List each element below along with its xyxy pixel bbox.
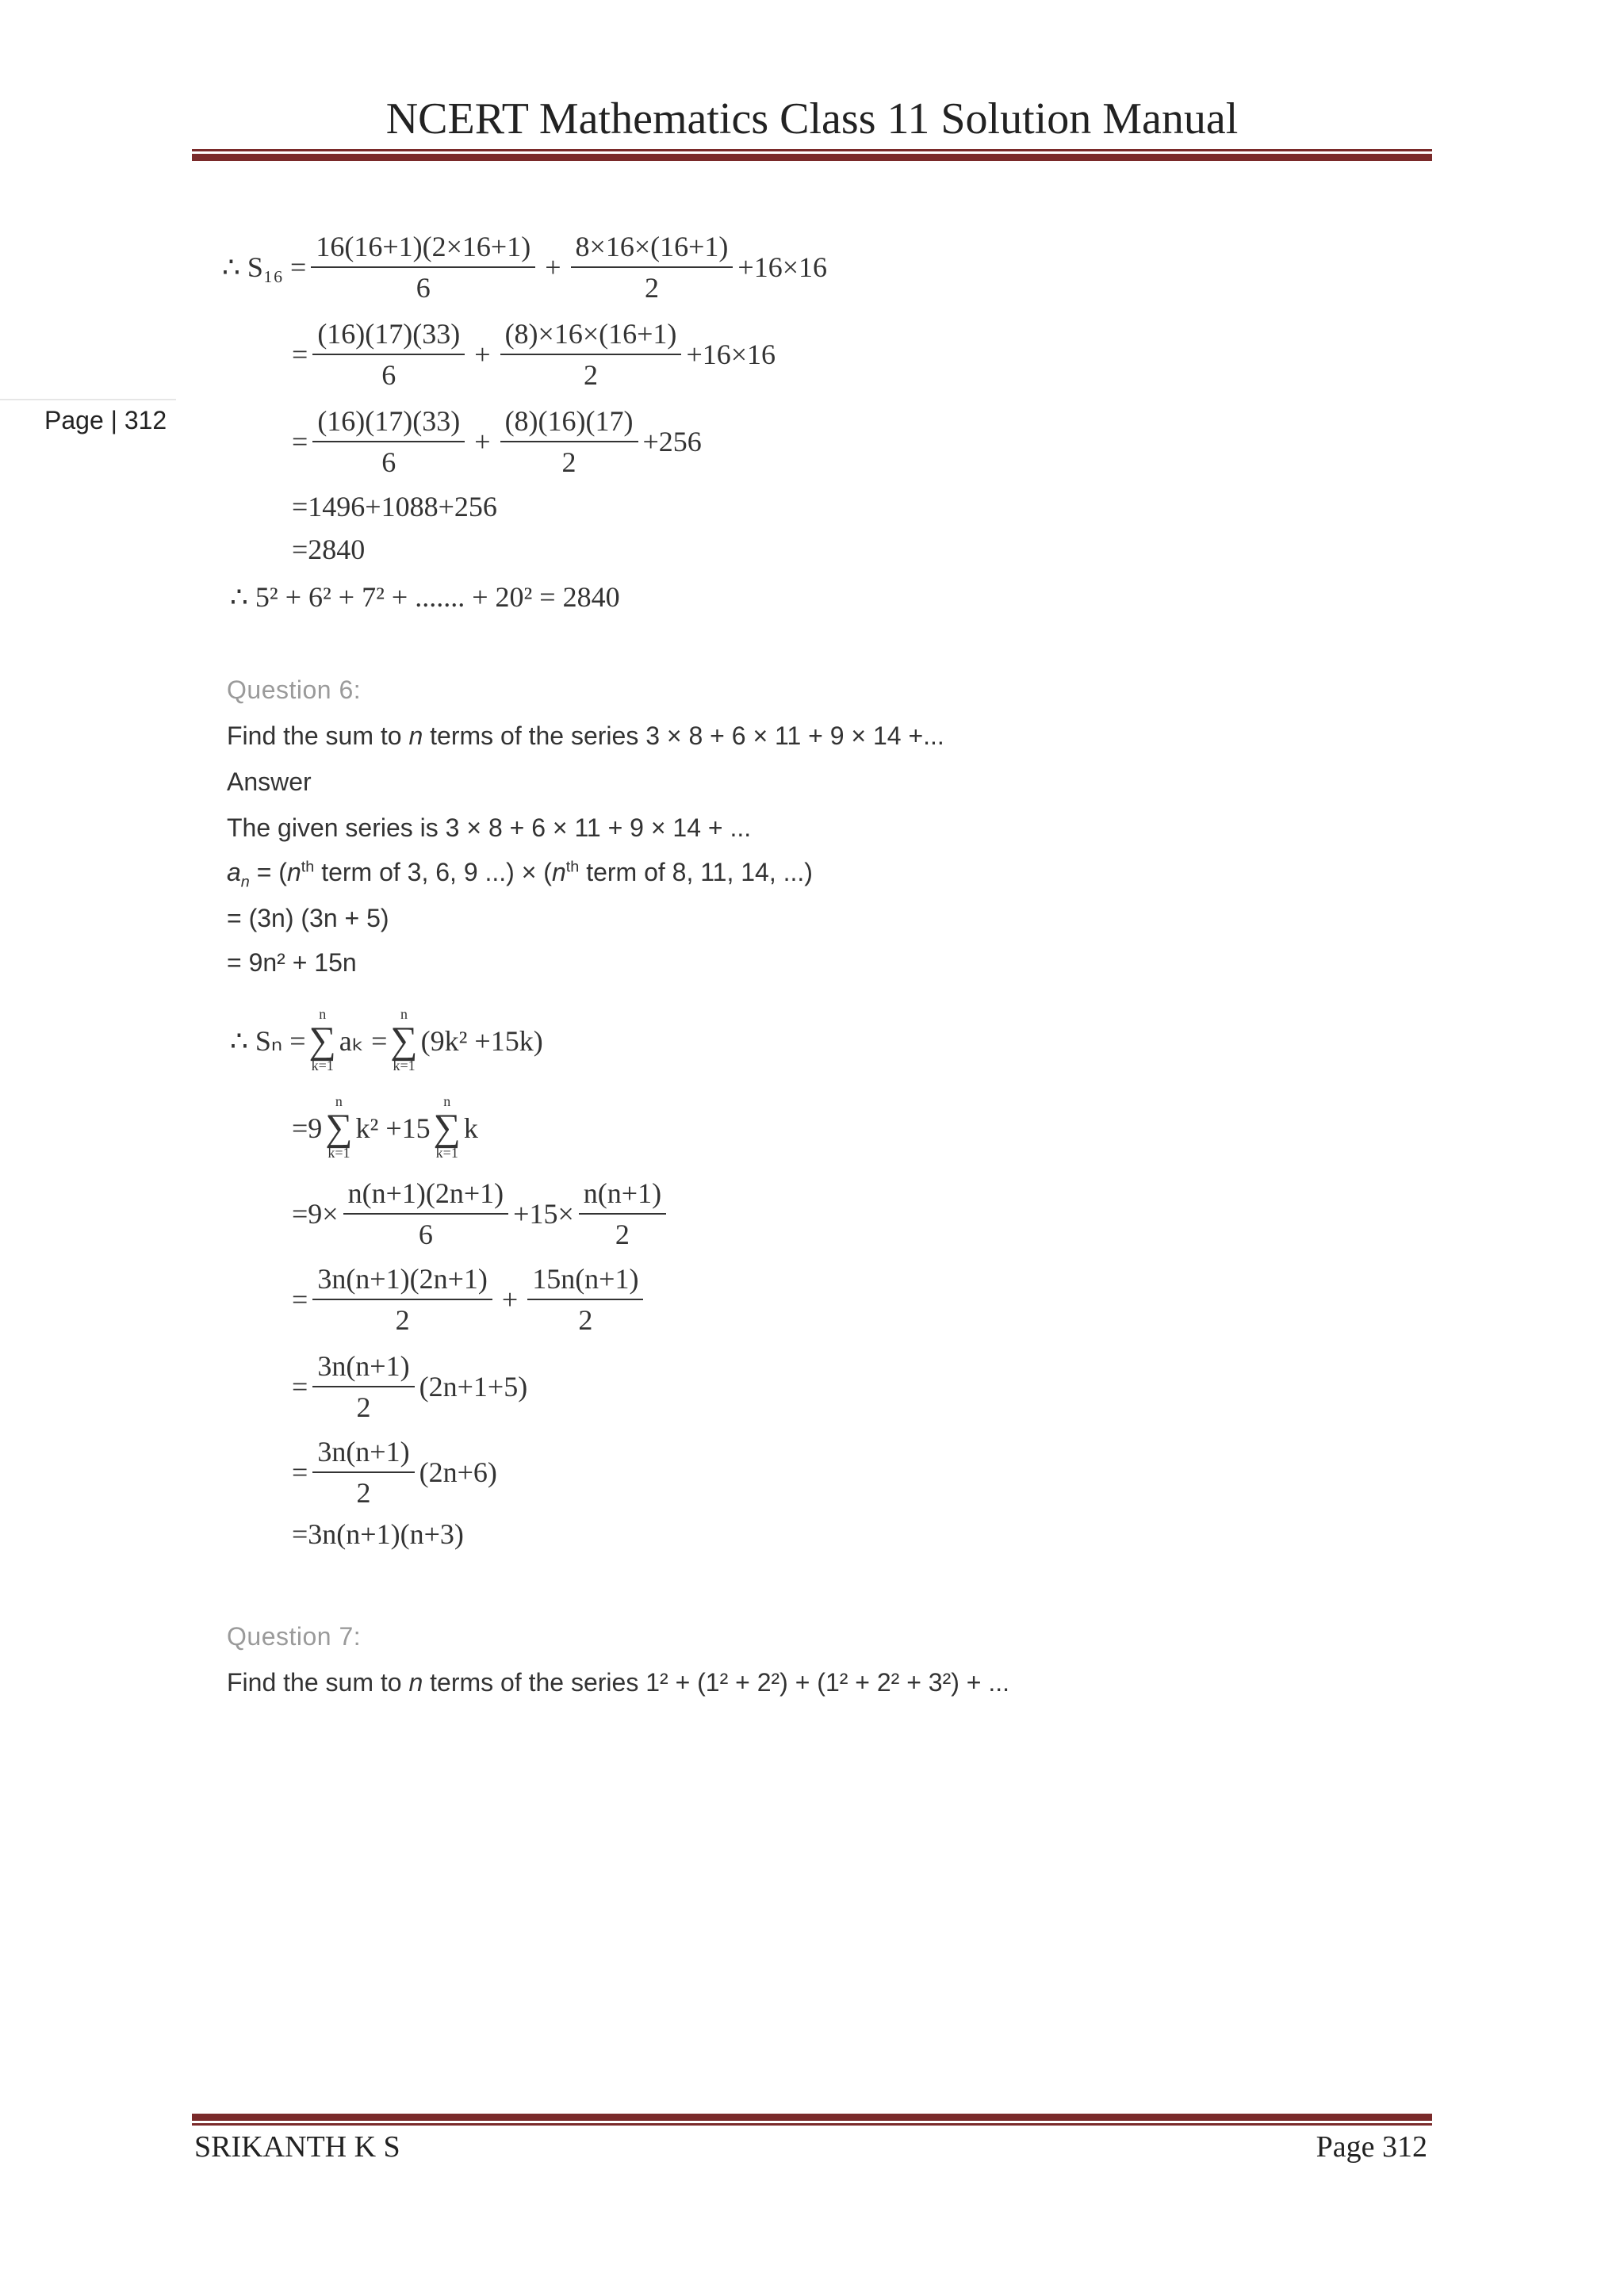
math-line-s16-1 bbox=[222, 230, 827, 304]
math-line-sn-6 bbox=[292, 1435, 497, 1510]
math-line-sn-1 bbox=[230, 1007, 543, 1074]
summation-icon: n ∑ k=1 bbox=[308, 1006, 336, 1074]
math-line-s16-result: ∴ 5² + 6² + 7² + ....... + 20² = 2840 bbox=[230, 581, 620, 613]
math-operator: = bbox=[292, 1284, 308, 1315]
summation-icon: n ∑ k=1 bbox=[433, 1093, 461, 1161]
math-line-s16-5: =2840 bbox=[292, 534, 366, 565]
fraction bbox=[579, 1177, 666, 1251]
fraction-denominator: 2 bbox=[644, 272, 659, 304]
footer-page-number: Page 312 bbox=[1316, 2130, 1427, 2164]
sum-lower: k=1 bbox=[327, 1145, 350, 1161]
var-a: a bbox=[227, 858, 241, 886]
sum-lower: k=1 bbox=[435, 1145, 458, 1161]
sum-lower: k=1 bbox=[311, 1058, 334, 1074]
math-line-s16-3 bbox=[292, 404, 702, 479]
sum-upper: n bbox=[443, 1093, 451, 1109]
fraction bbox=[343, 1177, 509, 1251]
fraction-numerator: 8×16×(16+1) bbox=[571, 230, 733, 268]
math-line-sn-4 bbox=[292, 1262, 648, 1337]
math-text: ∴ S₁₆ = bbox=[222, 251, 307, 283]
fraction-denominator: 6 bbox=[418, 1219, 433, 1250]
header-rule-thin bbox=[192, 149, 1432, 151]
math-line-sn-3 bbox=[292, 1177, 671, 1251]
fraction bbox=[312, 1349, 414, 1424]
fraction-denominator: 2 bbox=[561, 446, 576, 478]
fraction-numerator: n(n+1) bbox=[579, 1177, 666, 1215]
superscript: th bbox=[565, 858, 580, 876]
math-operator: + bbox=[474, 426, 491, 457]
fraction-numerator: (8)×16×(16+1) bbox=[500, 317, 682, 355]
fraction-denominator: 2 bbox=[395, 1304, 410, 1336]
fraction-numerator: 3n(n+1) bbox=[312, 1349, 414, 1387]
margin-divider bbox=[0, 399, 176, 400]
question-6-prompt bbox=[227, 721, 944, 751]
sum-lower: k=1 bbox=[393, 1058, 416, 1074]
summation-icon: n ∑ k=1 bbox=[325, 1093, 353, 1161]
question-6-title: Question 6: bbox=[227, 675, 362, 704]
step-2: = 9n² + 15n bbox=[227, 948, 357, 977]
text: terms of the series 3 × 8 + 6 × 11 + 9 × 14 +... bbox=[423, 721, 944, 750]
fraction bbox=[312, 1435, 414, 1510]
answer-label: Answer bbox=[227, 767, 312, 796]
summation-icon: n ∑ k=1 bbox=[390, 1006, 418, 1074]
fraction-numerator: (16)(17)(33) bbox=[312, 317, 465, 355]
math-line-sn-5 bbox=[292, 1349, 527, 1424]
math-text: (2n+6) bbox=[419, 1456, 497, 1488]
fraction bbox=[500, 317, 682, 392]
fraction-numerator: (8)(16)(17) bbox=[500, 404, 638, 442]
var-n: n bbox=[408, 1668, 423, 1697]
fraction-denominator: 2 bbox=[578, 1304, 593, 1336]
page-header-title: NCERT Mathematics Class 11 Solution Manual bbox=[385, 94, 1239, 144]
fraction-denominator: 2 bbox=[615, 1219, 630, 1250]
text: Find the sum to bbox=[227, 1668, 409, 1697]
math-text: +16×16 bbox=[737, 251, 828, 283]
fraction-denominator: 2 bbox=[584, 359, 598, 391]
fraction bbox=[312, 404, 465, 479]
an-definition bbox=[227, 858, 813, 891]
fraction-numerator: 16(16+1)(2×16+1) bbox=[311, 230, 535, 268]
math-operator: = bbox=[292, 426, 308, 457]
footer-rule-thick bbox=[192, 2114, 1432, 2121]
header-rule-thick bbox=[192, 154, 1432, 161]
math-line-sn-result: =3n(n+1)(n+3) bbox=[292, 1518, 464, 1550]
math-text: k bbox=[463, 1112, 478, 1144]
math-operator: + bbox=[501, 1284, 519, 1315]
math-operator: + bbox=[474, 339, 491, 370]
fraction-numerator: 15n(n+1) bbox=[527, 1262, 643, 1300]
given-series: The given series is 3 × 8 + 6 × 11 + 9 × 14 + ... bbox=[227, 813, 752, 842]
fraction-denominator: 6 bbox=[381, 446, 396, 478]
math-text: +16×16 bbox=[686, 339, 776, 370]
math-text: (2n+1+5) bbox=[419, 1371, 528, 1402]
math-text: =9× bbox=[292, 1198, 339, 1230]
fraction bbox=[571, 230, 733, 304]
margin-page-label: Page | 312 bbox=[44, 406, 167, 434]
fraction-numerator: n(n+1)(2n+1) bbox=[343, 1177, 509, 1215]
text: term of 8, 11, 14, ...) bbox=[579, 858, 813, 886]
math-line-s16-2 bbox=[292, 317, 776, 392]
sum-upper: n bbox=[400, 1006, 408, 1022]
var-n: n bbox=[551, 858, 566, 886]
math-text: =9 bbox=[292, 1112, 323, 1144]
fraction bbox=[312, 317, 465, 392]
question-7-prompt bbox=[227, 1668, 1009, 1697]
fraction-denominator: 2 bbox=[356, 1391, 371, 1423]
fraction-denominator: 6 bbox=[381, 359, 396, 391]
math-text: ∴ Sₙ = bbox=[230, 1024, 306, 1057]
question-7-title: Question 7: bbox=[227, 1622, 362, 1651]
fraction-denominator: 2 bbox=[356, 1477, 371, 1509]
math-line-s16-4: =1496+1088+256 bbox=[292, 491, 497, 522]
var-n: n bbox=[408, 721, 423, 750]
math-line-sn-2 bbox=[292, 1094, 478, 1161]
text: Find the sum to bbox=[227, 721, 409, 750]
fraction bbox=[312, 1262, 492, 1337]
math-text: (9k² +15k) bbox=[420, 1024, 543, 1057]
superscript: th bbox=[301, 858, 315, 876]
math-operator: = bbox=[292, 1456, 308, 1488]
fraction bbox=[311, 230, 535, 304]
text: terms of the series 1² + (1² + 2²) + (1² + 2² + 3²) + ... bbox=[423, 1668, 1010, 1697]
var-n: n bbox=[240, 873, 250, 891]
var-n: n bbox=[286, 858, 301, 886]
math-operator: = bbox=[292, 339, 308, 370]
math-operator: + bbox=[545, 251, 561, 283]
fraction-denominator: 6 bbox=[416, 272, 431, 304]
math-text: k² +15 bbox=[355, 1112, 431, 1144]
sum-upper: n bbox=[319, 1006, 327, 1022]
fraction bbox=[500, 404, 638, 479]
text: term of 3, 6, 9 ...) × ( bbox=[314, 858, 552, 886]
footer-rule-thin bbox=[192, 2123, 1432, 2126]
fraction-numerator: (16)(17)(33) bbox=[312, 404, 465, 442]
sum-upper: n bbox=[335, 1093, 343, 1109]
fraction bbox=[527, 1262, 643, 1337]
math-operator: = bbox=[292, 1371, 308, 1402]
math-text: +256 bbox=[642, 426, 702, 457]
footer-author: SRIKANTH K S bbox=[194, 2130, 400, 2164]
math-text: aₖ = bbox=[339, 1024, 388, 1057]
fraction-numerator: 3n(n+1) bbox=[312, 1435, 414, 1473]
step-1: = (3n) (3n + 5) bbox=[227, 904, 389, 932]
math-text: +15× bbox=[513, 1198, 574, 1230]
text: = ( bbox=[249, 858, 287, 886]
fraction-numerator: 3n(n+1)(2n+1) bbox=[312, 1262, 492, 1300]
